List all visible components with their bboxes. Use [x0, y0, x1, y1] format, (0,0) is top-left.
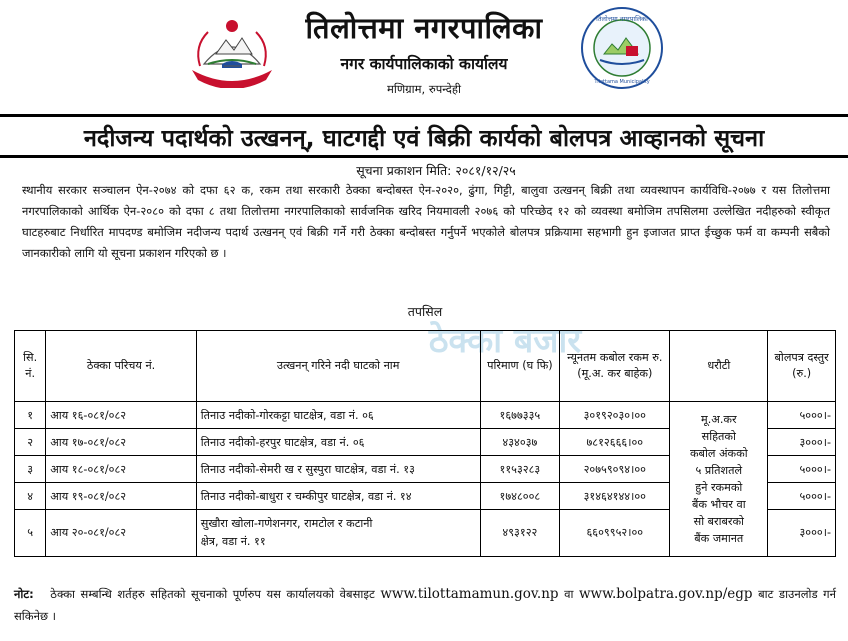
footer-note [14, 583, 836, 627]
cell-location: तिनाउ नदीको-सेमरी ख र सुस्पुरा घाटक्षेत्र, वडा नं. १३ [196, 456, 480, 483]
cell-contract-id: आय १९-०८१/०८२ [46, 483, 196, 510]
header-location: उत्खनन् गरिने नदी घाटको नाम [196, 331, 480, 402]
cell-contract-id: आय २०-०८१/०८२ [46, 510, 196, 557]
cell-quantity: १७४८००८ [480, 483, 560, 510]
location-line: सुखौरा खोला-गणेशनगर, रामटोल र कटानी [200, 517, 373, 530]
deposit-line: बैंक जमानत [694, 532, 744, 545]
notice-title: नदीजन्य पदार्थको उत्खनन्, घाटगद्दी एवं बिक्री कार्यको बोलपत्र आव्हानको सूचना [83, 124, 765, 152]
cell-min-amount: ३१४६४१४४।०० [560, 483, 670, 510]
cell-location: तिनाउ नदीको-हरपुर घाटक्षेत्र, वडा नं. ०६ [196, 429, 480, 456]
cell-location: तिनाउ नदीको-गोरकट्टा घाटक्षेत्र, वडा नं. ०६ [196, 402, 480, 429]
logo-text-bottom: Tilottama Municipality [594, 79, 650, 85]
office-address: मणिग्राम, रुपन्देही [387, 82, 461, 96]
cell-contract-id: आय १६-०८१/०८२ [46, 402, 196, 429]
cell-sn: ४ [15, 483, 46, 510]
logo-text-top: तिलोत्तमा नगरपालिका [596, 15, 648, 23]
bolpatra-link[interactable]: www.bolpatra.gov.np/egp [578, 586, 753, 602]
cell-deposit [670, 402, 768, 557]
municipality-logo-icon [580, 6, 664, 90]
cell-fee: ५०००।- [768, 402, 836, 429]
watermark-text: ठेक्का बजार [428, 321, 582, 361]
cell-min-amount: ३०१९२०३०।०० [560, 402, 670, 429]
header-contract-id: ठेक्का परिचय नं. [46, 331, 196, 402]
note-label: नोट: [14, 587, 34, 601]
publication-date: सूचना प्रकाशन मिति: २०८१/१२/२५ [356, 163, 516, 178]
header-sn: सि. नं. [15, 331, 46, 402]
cell-location [196, 510, 480, 557]
cell-fee: ३०००।- [768, 429, 836, 456]
cell-sn: ३ [15, 456, 46, 483]
cell-sn: १ [15, 402, 46, 429]
header-min-amount: न्यूनतम कबोल रकम रु. (मू.अ. कर बाहेक) [560, 331, 670, 402]
cell-contract-id: आय १७-०८१/०८२ [46, 429, 196, 456]
notice-body: स्थानीय सरकार सञ्चालन ऐन-२०७४ को दफा ६२ क, रकम तथा सरकारी ठेक्का बन्दोबस्त ऐन-२०२०, ढुंगा, गिट्टी, बालुवा उत्खनन् बिक्री तथा व्यवस्थापन कार्यविधि-२०७७ र यस तिलोत्तमा नगरपालिकाको आर्थिक ऐन-२०८० को दफा ८ तथा तिलोत्तमा नगरपालिकाको सार्वजनिक खरिद नियमावली २०७६ को परिच्छेद १२ को व्यवस्था बमोजिम तपसिलमा उल्लेखित नदीहरुको स्वीकृत घाटहरुबाट निर्धारित मापदण्ड बमोजिम नदीजन्य पदार्थ उत्खनन् एवं बिक्री गर्ने गरी ठेक्का बन्दोबस्त गर्नुपर्ने भएकोले बोलपत्र प्रक्रियामा सहभागी हुन इजाजत प्राप्त ईच्छुक फर्म वा कम्पनी सबैको जानकारीको लागि यो सूचना प्रकाशन गरिएको छ । [22, 183, 830, 260]
cell-fee: ३०००।- [768, 510, 836, 557]
note-text: ठेक्का सम्बन्धि शर्तहरु सहितको सूचनाको पूर्णरुप यस कार्यालयको वेबसाइट [50, 587, 375, 601]
deposit-line: मू.अ.कर [701, 413, 737, 426]
cell-min-amount: ७८१२६६६।०० [560, 429, 670, 456]
header-quantity: परिमाण (घ फि) [480, 331, 560, 402]
location-line: क्षेत्र, वडा नं. ११ [200, 535, 266, 548]
cell-fee: ५०००।- [768, 483, 836, 510]
cell-sn: ५ [15, 510, 46, 557]
cell-sn: २ [15, 429, 46, 456]
website-link[interactable]: www.tilottamamun.gov.np [380, 586, 559, 602]
cell-fee: ५०००।- [768, 456, 836, 483]
cell-quantity: ४३४०३७ [480, 429, 560, 456]
header-fee: बोलपत्र दस्तुर (रु.) [768, 331, 836, 402]
deposit-line: ५ प्रतिशतले [695, 464, 743, 477]
deposit-line: हुने रकमको [695, 481, 743, 494]
note-text-end: बाट डाउनलोड गर्न सकिनेछ । [14, 587, 837, 623]
table-row [15, 402, 836, 429]
cell-quantity: १६७७३३५ [480, 402, 560, 429]
header [0, 0, 848, 108]
cell-location: तिनाउ नदीको-बाधुरा र चम्कीपुर घाटक्षेत्र, वडा नं. १४ [196, 483, 480, 510]
table-header-row [15, 331, 836, 402]
title-bar [0, 114, 848, 158]
cell-min-amount: ६६०९९५२।०० [560, 510, 670, 557]
schedule-label: तपसिल [407, 304, 443, 319]
deposit-line: कबोल अंकको [689, 447, 748, 460]
header-deposit: धरौटी [670, 331, 768, 402]
deposit-line: बैंक भौचर वा [691, 498, 746, 511]
cell-min-amount: २०७५९०९४।०० [560, 456, 670, 483]
office-name: नगर कार्यपालिकाको कार्यालय [340, 55, 508, 73]
municipality-name: तिलोत्तमा नगरपालिका [305, 11, 543, 45]
cell-quantity: ११५३२८३ [480, 456, 560, 483]
tender-table [14, 330, 836, 557]
cell-quantity: ४९३१२२ [480, 510, 560, 557]
cell-contract-id: आय १८-०८१/०८२ [46, 456, 196, 483]
deposit-line: सो बराबरको [693, 515, 744, 528]
deposit-line: सहितको [701, 430, 736, 443]
note-text-or: वा [564, 587, 574, 601]
